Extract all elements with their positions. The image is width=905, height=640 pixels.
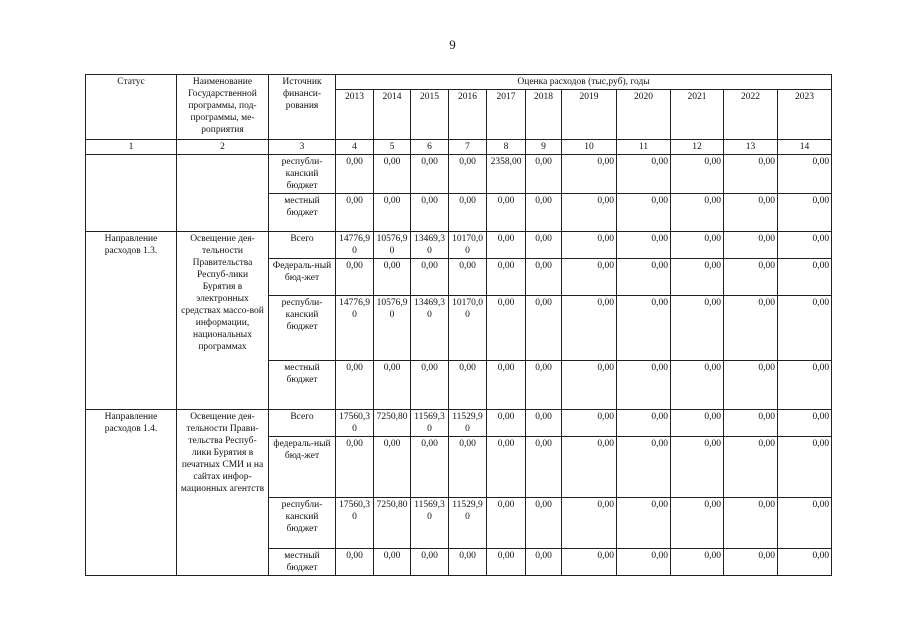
header-status: Статус <box>86 75 177 140</box>
value-cell: 7250,80 <box>374 410 411 437</box>
value-cell: 0,00 <box>449 259 487 296</box>
value-cell: 0,00 <box>671 361 724 410</box>
value-cell: 0,00 <box>374 259 411 296</box>
value-cell: 0,00 <box>724 155 778 194</box>
value-cell: 0,00 <box>724 437 778 498</box>
value-cell: 0,00 <box>449 549 487 576</box>
value-cell: 0,00 <box>374 194 411 232</box>
column-number: 14 <box>778 140 832 155</box>
value-cell: 0,00 <box>617 549 671 576</box>
value-cell: 0,00 <box>526 259 562 296</box>
column-number: 1 <box>86 140 177 155</box>
value-cell: 0,00 <box>778 232 832 259</box>
year-header: 2014 <box>374 90 411 140</box>
value-cell: 0,00 <box>778 498 832 549</box>
value-cell: 0,00 <box>778 549 832 576</box>
value-cell: 0,00 <box>671 498 724 549</box>
year-header: 2013 <box>336 90 374 140</box>
value-cell: 0,00 <box>526 549 562 576</box>
column-number: 11 <box>617 140 671 155</box>
value-cell: 10576,90 <box>374 232 411 259</box>
value-cell: 11529,90 <box>449 498 487 549</box>
group-continuation <box>86 155 832 232</box>
value-cell: 0,00 <box>724 361 778 410</box>
column-number: 13 <box>724 140 778 155</box>
value-cell: 0,00 <box>449 361 487 410</box>
value-cell: 10170,00 <box>449 296 487 361</box>
value-cell: 0,00 <box>526 498 562 549</box>
value-cell: 0,00 <box>487 296 526 361</box>
column-number: 3 <box>269 140 336 155</box>
value-cell: 0,00 <box>562 296 617 361</box>
value-cell: 0,00 <box>724 410 778 437</box>
value-cell: 0,00 <box>411 437 449 498</box>
value-cell: 17560,30 <box>336 410 374 437</box>
column-number-row <box>86 140 832 155</box>
value-cell: 0,00 <box>724 259 778 296</box>
budget-table <box>85 74 832 576</box>
year-header: 2023 <box>778 90 832 140</box>
value-cell: 0,00 <box>778 361 832 410</box>
status-cell <box>86 155 177 232</box>
value-cell: 11569,30 <box>411 498 449 549</box>
value-cell: 0,00 <box>487 410 526 437</box>
source-cell: федераль-ный бюд-жет <box>269 437 336 498</box>
value-cell: 0,00 <box>336 155 374 194</box>
table-row <box>86 232 832 259</box>
value-cell: 0,00 <box>671 194 724 232</box>
source-cell: Всего <box>269 232 336 259</box>
value-cell: 0,00 <box>671 155 724 194</box>
source-cell: республи-канский бюджет <box>269 498 336 549</box>
value-cell: 0,00 <box>778 296 832 361</box>
name-cell <box>177 155 269 232</box>
value-cell: 0,00 <box>617 259 671 296</box>
value-cell: 0,00 <box>336 361 374 410</box>
value-cell: 11569,30 <box>411 410 449 437</box>
value-cell: 0,00 <box>671 296 724 361</box>
year-header: 2021 <box>671 90 724 140</box>
column-number: 12 <box>671 140 724 155</box>
year-header: 2016 <box>449 90 487 140</box>
value-cell: 0,00 <box>778 410 832 437</box>
value-cell: 0,00 <box>724 549 778 576</box>
value-cell: 0,00 <box>671 259 724 296</box>
value-cell: 0,00 <box>449 194 487 232</box>
value-cell: 0,00 <box>724 194 778 232</box>
value-cell: 0,00 <box>526 361 562 410</box>
value-cell: 0,00 <box>562 194 617 232</box>
value-cell: 0,00 <box>487 549 526 576</box>
group-direction-1-3 <box>86 232 832 410</box>
table-row <box>86 155 832 194</box>
source-cell: Федераль-ный бюд-жет <box>269 259 336 296</box>
value-cell: 0,00 <box>449 437 487 498</box>
value-cell: 0,00 <box>487 361 526 410</box>
value-cell: 0,00 <box>671 232 724 259</box>
column-number: 9 <box>526 140 562 155</box>
value-cell: 0,00 <box>724 232 778 259</box>
value-cell: 14776,90 <box>336 296 374 361</box>
value-cell: 0,00 <box>671 437 724 498</box>
value-cell: 0,00 <box>336 259 374 296</box>
year-header: 2015 <box>411 90 449 140</box>
value-cell: 0,00 <box>336 549 374 576</box>
value-cell: 0,00 <box>487 437 526 498</box>
value-cell: 0,00 <box>617 498 671 549</box>
value-cell: 0,00 <box>411 361 449 410</box>
column-number: 6 <box>411 140 449 155</box>
table-row <box>86 410 832 437</box>
value-cell: 0,00 <box>449 155 487 194</box>
value-cell: 0,00 <box>617 194 671 232</box>
value-cell: 0,00 <box>374 155 411 194</box>
value-cell: 0,00 <box>562 498 617 549</box>
value-cell: 0,00 <box>374 437 411 498</box>
value-cell: 0,00 <box>617 410 671 437</box>
value-cell: 0,00 <box>562 259 617 296</box>
value-cell: 0,00 <box>526 232 562 259</box>
status-cell: Направление расходов 1.4. <box>86 410 177 576</box>
value-cell: 0,00 <box>526 296 562 361</box>
value-cell: 0,00 <box>487 259 526 296</box>
year-header: 2020 <box>617 90 671 140</box>
year-header: 2019 <box>562 90 617 140</box>
value-cell: 0,00 <box>526 437 562 498</box>
page-number: 9 <box>449 37 456 52</box>
header-estimate: Оценка расходов (тыс,руб), годы <box>336 75 832 90</box>
header-name: Наименование Государственной программы, под-программы, ме-роприятия <box>177 75 269 140</box>
name-cell: Освещение дея-тельности Прави-тельства Респуб-лики Бурятия в печатных СМИ и на сайтах инфор-мационных агентств <box>177 410 269 576</box>
value-cell: 0,00 <box>562 155 617 194</box>
value-cell: 0,00 <box>336 194 374 232</box>
value-cell: 0,00 <box>526 194 562 232</box>
value-cell: 7250,80 <box>374 498 411 549</box>
column-number: 7 <box>449 140 487 155</box>
value-cell: 10170,00 <box>449 232 487 259</box>
value-cell: 0,00 <box>562 549 617 576</box>
value-cell: 10576,90 <box>374 296 411 361</box>
value-cell: 0,00 <box>411 549 449 576</box>
value-cell: 0,00 <box>487 194 526 232</box>
group-direction-1-4 <box>86 410 832 576</box>
value-cell: 0,00 <box>374 549 411 576</box>
value-cell: 0,00 <box>336 437 374 498</box>
source-cell: Всего <box>269 410 336 437</box>
column-number: 8 <box>487 140 526 155</box>
source-cell: республи-канский бюджет <box>269 155 336 194</box>
year-header: 2017 <box>487 90 526 140</box>
value-cell: 0,00 <box>562 361 617 410</box>
value-cell: 0,00 <box>374 361 411 410</box>
value-cell: 0,00 <box>671 410 724 437</box>
column-number: 10 <box>562 140 617 155</box>
value-cell: 0,00 <box>724 296 778 361</box>
value-cell: 0,00 <box>487 232 526 259</box>
value-cell: 0,00 <box>724 498 778 549</box>
source-cell: республи-канский бюджет <box>269 296 336 361</box>
value-cell: 0,00 <box>778 259 832 296</box>
value-cell: 0,00 <box>617 437 671 498</box>
value-cell: 0,00 <box>778 437 832 498</box>
column-number: 5 <box>374 140 411 155</box>
value-cell: 0,00 <box>411 194 449 232</box>
value-cell: 13469,30 <box>411 296 449 361</box>
value-cell: 0,00 <box>617 232 671 259</box>
value-cell: 11529,90 <box>449 410 487 437</box>
value-cell: 14776,90 <box>336 232 374 259</box>
year-header: 2018 <box>526 90 562 140</box>
value-cell: 0,00 <box>562 232 617 259</box>
value-cell: 0,00 <box>617 155 671 194</box>
value-cell: 0,00 <box>562 437 617 498</box>
header-source: Источник финанси-рования <box>269 75 336 140</box>
column-number: 4 <box>336 140 374 155</box>
value-cell: 17560,30 <box>336 498 374 549</box>
value-cell: 0,00 <box>562 410 617 437</box>
value-cell: 0,00 <box>526 410 562 437</box>
value-cell: 0,00 <box>617 296 671 361</box>
name-cell: Освещение дея-тельности Правительства Респуб-лики Бурятия в электронных средствах массо-вой информации, национальных программах <box>177 232 269 410</box>
value-cell: 0,00 <box>487 498 526 549</box>
value-cell: 2358,00 <box>487 155 526 194</box>
value-cell: 0,00 <box>671 549 724 576</box>
value-cell: 0,00 <box>411 155 449 194</box>
year-header: 2022 <box>724 90 778 140</box>
status-cell: Направление расходов 1.3. <box>86 232 177 410</box>
source-cell: местный бюджет <box>269 549 336 576</box>
value-cell: 0,00 <box>778 155 832 194</box>
value-cell: 0,00 <box>526 155 562 194</box>
source-cell: местный бюджет <box>269 361 336 410</box>
value-cell: 0,00 <box>617 361 671 410</box>
column-number: 2 <box>177 140 269 155</box>
value-cell: 13469,30 <box>411 232 449 259</box>
value-cell: 0,00 <box>778 194 832 232</box>
source-cell: местный бюджет <box>269 194 336 232</box>
value-cell: 0,00 <box>411 259 449 296</box>
